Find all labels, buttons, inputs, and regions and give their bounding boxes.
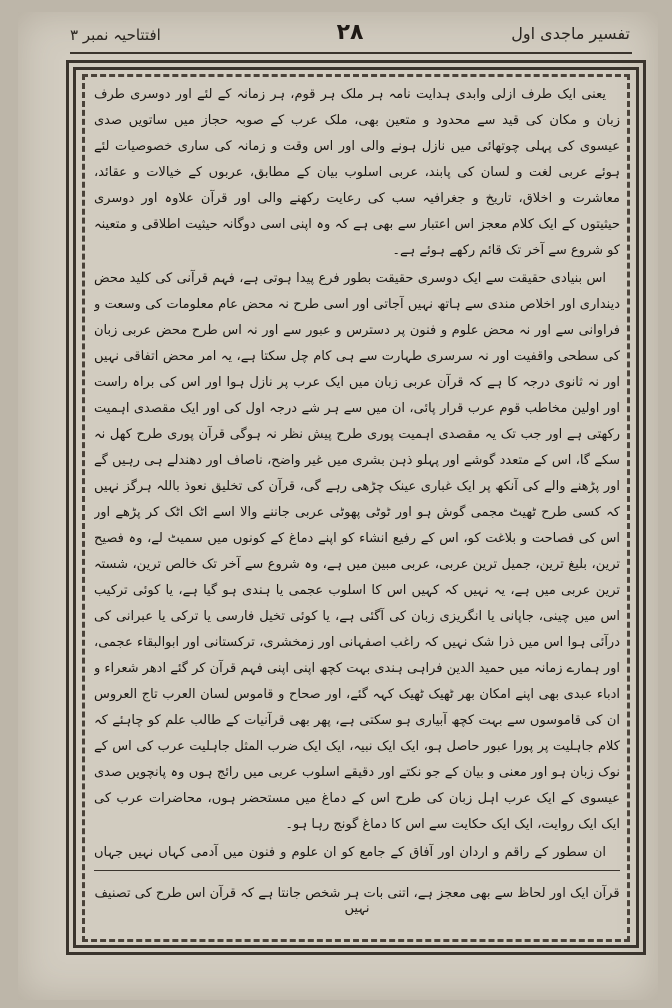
footnote: قرآن ایک اور لحاظ سے بھی معجز ہے، اتنی بات ہر شخص جانتا ہے کہ قرآن اس طرح کی تصنیف نہیں [94,886,620,916]
footnote-rule [94,870,620,871]
page-header [70,20,630,54]
header-rule [70,52,632,54]
paragraph: ان سطور کے راقم و اردان اور آفاق کے جامع کو ان علوم و فنون میں آدمی کہاں نہیں جہاں [94,845,606,860]
paragraph: اس بنیادی حقیقت سے ایک دوسری حقیقت بطور فرع پیدا ہوتی ہے، فہم قرآنی کی کلید محض دینداری اور اخلاص مندی سے ہاتھ نہیں آجاتی اور اسی طرح نہ محض عام معلومات کی وسعت و فراوانی سے اور نہ محض علوم و فنون پر دسترس و عبور سے اور نہ اس طرح محض عربی زبان کی سطحی واقفیت اور نہ سرسری طہارت سے ہی کام چل سکتا ہے، یہ امر محض اتفاقی نہیں اور نہ ثانوی درجہ کا ہے کہ قرآن عربی زبان میں ایک عرب پر نازل ہوا اور اس کی براہ راست اور اولین مخاطب قوم عرب قرار پائی، ان میں سے ہر شے درجہ اول کی اور ایک مقصدی اہمیت رکھتی ہے اور جب تک یہ مقصدی اہمیت پوری طرح پیش نظر نہ ہوگی قرآن پوری طرح کھل نہ سکے گا، اس کے متعدد گوشے اور پہلو ذہن بشری میں غیر واضح، ناصاف اور دھندلے ہی رہیں گے اور پڑھنے والے کی آنکھ پر ایک غباری عینک چڑھی رہے گی، قرآن کی تخلیق نعوذ باللہ ہرگز نہیں کہ کسی طرح ٹھیٹ مجمی گوش ہو اور ٹوٹی پھوٹی عربی جاننے والا اسے اٹک اٹک کر پڑھے اور اس کی فصاحت و بلاغت کو، اس کے رفیع انشاء کو اپنے دماغ کے کونوں میں سمیٹ لے، وہ فصیح ترین، بلیغ ترین، جمیل ترین عربی، عربی مبین میں ہے، وہ شروع سے آخر تک خالص ترین، شستہ ترین عربی میں ہے، یہ نہیں کہ کہیں اس کا اسلوب عجمی یا ہندی ہو گیا ہے، یا کوئی ترکیب اس میں چینی، جاپانی یا انگریزی زبان کی آگئی ہے، یا کوئی تخیل فارسی یا ترکی یا عبرانی کی درآئی ہوا اس میں ذرا شک نہیں کہ راغب اصفہانی اور زمخشری، ترکستانی اور ابوالبقاء عجمی، اور ہمارے زمانہ میں حمید الدین فراہی ہندی بہت کچھ اپنی اپنی فہم قرآن کر گئے ادھر شعراء و ادباء عبدی بھی اپنے امکان بھر ٹھیک ٹھیک کہہ گئے، اور صحاح و قاموس لسان العرب تاج العروس ان کی قاموسوں سے بہت کچھ آبیاری ہو سکتی ہے، پھر بھی قرآنیات کے طالب علم کو چاہئے کہ کلام جاہلیت پر پورا عبور حاصل ہو، ایک ایک نبیہ، ایک ایک ضرب المثل جاہلیت عرب کی اس کے نوک زبان ہو اور معنی و بیان کے جو نکتے اور دقیقے اسلوب عربی میں رائج ہوں وہ پانچویں صدی عیسوی کے ایک عرب اہل زبان کی طرح اس کے دماغ میں مستحضر ہوں، محاضرات عرب کی ایک ایک روایت، ایک ایک حکایت سے اس کا دماغ گونج رہا ہو۔ [94,271,620,832]
main-text [94,82,620,862]
book-title: تفسیر ماجدی اول [511,24,630,43]
paragraph: یعنی ایک طرف ازلی وابدی ہدایت نامہ ہر ملک ہر قوم، ہر زمانہ کے لئے اور دوسری طرف زبان و مکان کی قید سے محدود و متعین بھی، ملک عرب کے صوبہ حجاز میں ساتویں صدی عیسوی کی پہلی چوتھائی میں نازل ہونے والی اور اس وقت و زمانہ کی ساری خصوصیات لئے ہوئے عربی لغت و لسان کی پابند، عربی اسلوب بیان کے مطابق، عربوں کے خیالات و عقائد، معاشرت و اخلاق، تاریخ و جغرافیہ سب کی رعایت رکھنے والی اور قرآن علاوہ اور دوسری حیثیتوں کے ایک کلام معجز اس اعتبار سے بھی ہے کہ وہ اپنی اسی دوگانہ حیثیت اطلاقی و متعینہ کو شروع سے آخر تک قائم رکھے ہوئے ہے۔ [94,87,620,258]
page-number: ۲۸ [336,20,364,45]
section-title: افتتاحیہ نمبر ۳ [70,26,161,44]
